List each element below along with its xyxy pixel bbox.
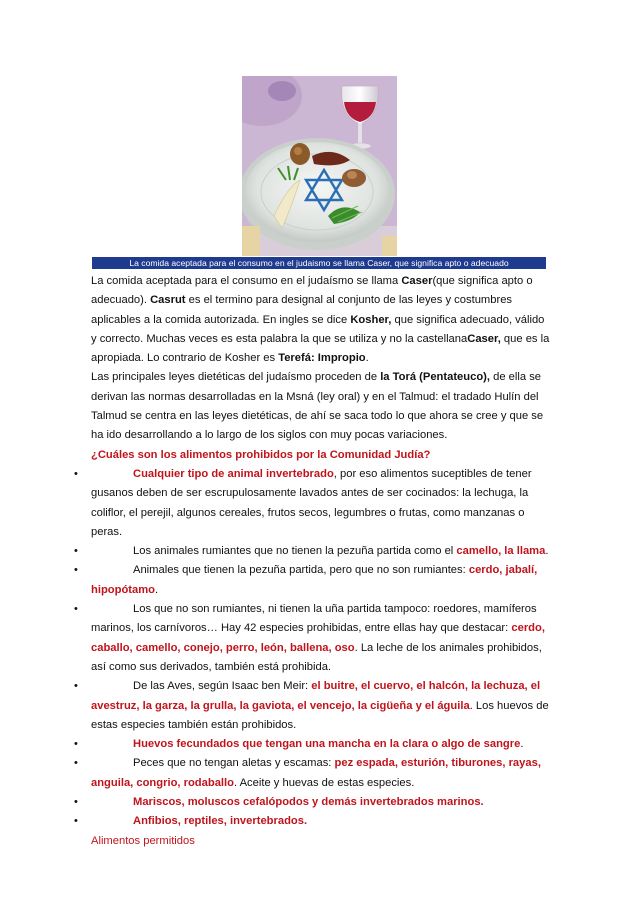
text-span: . <box>155 583 159 596</box>
photo-caption: La comida aceptada para el consumo en el judaismo se llama Caser, que significa apto o adecuado <box>92 257 546 269</box>
highlight-text: cerdo, jabalí, hipopótamo <box>91 564 538 596</box>
text-span: de ella se derivan las normas desarrolladas en la Msná (ley oral) y en el Talmud: el tradado Hulín del Talmud se centra en las leyes dietéticas, de ahí se saca todo lo que ahora se cree y que se ha ido desarrollando a lo largo de los siglos con muy pocas variaciones. <box>91 371 544 442</box>
highlight-text: cerdo, caballo, camello, conejo, perro, león, ballena, oso <box>91 622 545 654</box>
list-item <box>74 542 553 561</box>
text-span: . <box>520 738 524 751</box>
list-item <box>74 735 553 754</box>
seder-plate-illustration <box>242 76 397 256</box>
term-kosher: Kosher, <box>350 313 392 326</box>
text-span: La comida aceptada para el consumo en el judaísmo se llama <box>91 275 402 287</box>
text-span: , por eso alimentos suceptibles de tener gusanos deben de ser escrupulosamente lavados antes de ser cocinados: la lechuga, la coliflor, el perejil, algunos cereales, frutos secos, legumbres o frutas, como manzanas o peras. <box>91 467 532 538</box>
intro-paragraph-1 <box>91 272 553 368</box>
text-span: que es la apropiada. Lo contrario de Kosher es <box>91 332 550 365</box>
term-terefa: Terefá: Impropio <box>278 352 366 365</box>
highlight-text: Mariscos, moluscos cefalópodos y demás invertebrados marinos. <box>133 796 484 809</box>
text-span: (que significa apto o adecuado). <box>91 275 533 307</box>
highlight-text: el buitre, el cuervo, el halcón, la lechuza, el avestruz, la garza, la grulla, la gaviota, el vencejo, la cigüeña y el águila <box>91 680 541 712</box>
text-span: Peces que no tengan aletas y escamas: <box>133 757 335 770</box>
bullet-icon: • <box>74 815 78 828</box>
text-span: . <box>545 545 549 558</box>
seder-plate-photo <box>242 76 397 256</box>
bullet-icon: • <box>74 467 78 480</box>
list-item <box>74 754 553 793</box>
text-span: Las principales leyes dietéticas del judaísmo proceden de <box>91 371 381 384</box>
list-item <box>74 677 553 735</box>
bullet-icon: • <box>74 738 78 751</box>
bullet-icon: • <box>74 757 78 770</box>
text-span: que significa adecuado, válido y correcto. Muchas veces es esta palabra la que se utiliza y no la castellana <box>91 313 545 345</box>
bullet-icon: • <box>74 796 78 809</box>
highlight-text: Anfibios, reptiles, invertebrados. <box>133 815 308 828</box>
text-span: De las Aves, según Isaac ben Meir: <box>133 680 312 693</box>
list-item <box>74 600 553 677</box>
list-item <box>74 812 553 831</box>
text-span: es el termino para designal al conjunto de las leyes y costumbres aplicables a la comida autorizada. En ingles se dice <box>91 294 513 326</box>
term-caser: Caser, <box>467 332 501 345</box>
text-span: . Aceite y huevas de estas especies. <box>233 776 415 789</box>
text-span: . La leche de los animales prohibidos, así como sus derivados, también está prohibida. <box>91 641 542 673</box>
bullet-icon: • <box>74 680 78 693</box>
text-span: . Los huevos de estas especies también están prohibidos. <box>91 699 549 731</box>
text-span: Animales que tienen la pezuña partida, pero que no son rumiantes: <box>133 564 469 577</box>
intro-paragraph-2 <box>91 368 553 445</box>
bullet-icon: • <box>74 545 78 558</box>
term-casrut: Casrut <box>150 294 186 307</box>
highlight-text: Huevos fecundados que tengan una mancha en la clara o algo de sangre <box>133 738 521 751</box>
article-body <box>74 272 553 851</box>
list-item <box>74 561 553 600</box>
term-caser: Caser <box>401 275 433 287</box>
list-item <box>74 465 553 542</box>
list-item <box>74 793 553 812</box>
text-span: Los animales rumiantes que no tienen la pezuña partida como el <box>133 545 457 558</box>
text-span: . <box>365 352 369 365</box>
bullet-icon: • <box>74 603 78 616</box>
highlight-text: pez espada, esturión, tiburones, rayas, anguila, congrio, rodaballo <box>91 757 541 789</box>
term-tora: la Torá (Pentateuco), <box>380 371 491 384</box>
highlight-text: Cualquier tipo de animal invertebrado <box>133 467 334 480</box>
prohibited-foods-list <box>74 465 553 832</box>
highlight-text: camello, la llama <box>456 545 546 558</box>
bullet-icon: • <box>74 564 78 577</box>
section-question-heading: ¿Cuáles son los alimentos prohibidos por la Comunidad Judía? <box>91 448 431 461</box>
section-allowed-foods-heading: Alimentos permitidos <box>91 834 195 847</box>
text-span: Los que no son rumiantes, ni tienen la uña partida tampoco: roedores, mamíferos marinos, los carnívoros… Hay 42 especies prohibidas, entre ellas hay que destacar: <box>91 603 537 635</box>
